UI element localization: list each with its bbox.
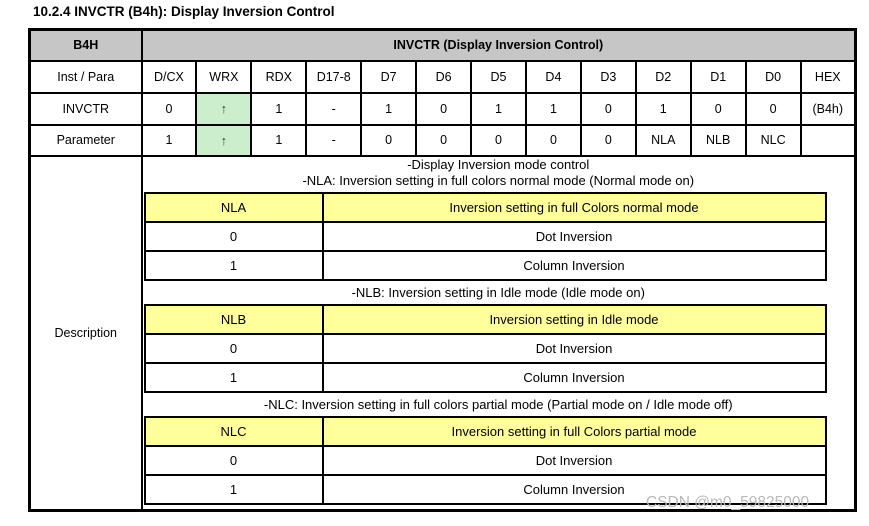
nlb-bit-name: NLB [145,305,323,334]
nlb-subtable [144,304,827,393]
bit-cell: 1 [251,93,306,125]
col-header-dcx: D/CX [142,61,197,93]
nlc-bit-name: NLC [145,417,323,446]
col-header-d5: D5 [471,61,526,93]
bit-cell-wrx-strobe [196,93,251,125]
bit-cell: - [306,125,361,156]
nlc-value-0: 0 [145,446,323,475]
invctr-row [30,93,856,125]
nlb-value-1-meaning: Column Inversion [323,363,826,392]
bit-cell: 1 [361,93,416,125]
description-line-nla: -NLA: Inversion setting in full colors normal mode (Normal mode on) [302,172,695,188]
description-label: Description [30,156,142,511]
table-row [145,334,826,363]
column-header-row [30,61,856,93]
columns-label: Inst / Para [30,61,142,93]
description-line-nlc: -NLC: Inversion setting in full colors partial mode (Partial mode on / Idle mode off) [263,396,733,412]
nlc-value-1-meaning: Column Inversion [323,475,826,504]
nla-value-1: 1 [145,251,323,280]
nlb-value-1: 1 [145,363,323,392]
nla-value-0: 0 [145,222,323,251]
col-header-d2: D2 [636,61,691,93]
nlb-subtable-header-row [145,305,826,334]
nlb-value-0-meaning: Dot Inversion [323,334,826,363]
nla-value-1-meaning: Column Inversion [323,251,826,280]
col-header-d6: D6 [416,61,471,93]
register-title: INVCTR (Display Inversion Control) [142,30,856,61]
bit-cell: 0 [142,93,197,125]
parameter-row [30,125,856,156]
register-header-row [30,30,856,61]
bit-cell: 1 [526,93,581,125]
bit-cell: 0 [581,93,636,125]
bit-cell: 1 [636,93,691,125]
col-header-d1: D1 [691,61,746,93]
hex-value: (B4h) [801,93,856,125]
bit-cell: 1 [251,125,306,156]
nlb-value-0: 0 [145,334,323,363]
col-header-d3: D3 [581,61,636,93]
nla-subtable-header-row [145,193,826,222]
nla-bit-name: NLA [145,193,323,222]
description-line-main: -Display Inversion mode control [407,156,590,172]
col-header-hex: HEX [801,61,856,93]
up-arrow-icon: ↑ [220,132,228,148]
nlc-value-0-meaning: Dot Inversion [323,446,826,475]
col-header-d17-8: D17-8 [306,61,361,93]
col-header-wrx: WRX [196,61,251,93]
table-row [145,222,826,251]
csdn-watermark: CSDN @m0_59825000 [646,494,810,511]
bit-cell: 0 [691,93,746,125]
page-title: 10.2.4 INVCTR (B4h): Display Inversion Control [33,4,335,19]
nlc-bit-description: Inversion setting in full Colors partial mode [323,417,826,446]
bit-cell: 0 [581,125,636,156]
bit-cell: 1 [471,93,526,125]
description-row [30,156,856,511]
nla-subtable [144,192,827,281]
bit-cell: 0 [746,93,801,125]
bit-cell: NLC [746,125,801,156]
bit-cell: - [306,93,361,125]
nlc-subtable [144,416,827,505]
register-table [28,28,857,512]
table-row [145,251,826,280]
hex-value-empty [801,125,856,156]
col-header-d4: D4 [526,61,581,93]
bit-cell: 1 [142,125,197,156]
nlb-bit-description: Inversion setting in Idle mode [323,305,826,334]
table-row [145,446,826,475]
bit-cell-wrx-strobe [196,125,251,156]
bit-cell: 0 [416,93,471,125]
col-header-rdx: RDX [251,61,306,93]
description-content [142,156,856,511]
bit-cell: 0 [361,125,416,156]
bit-cell: 0 [526,125,581,156]
up-arrow-icon: ↑ [220,101,228,116]
nlc-value-1: 1 [145,475,323,504]
register-code: B4H [30,30,142,61]
bit-cell: 0 [416,125,471,156]
nla-value-0-meaning: Dot Inversion [323,222,826,251]
bit-cell: 0 [471,125,526,156]
col-header-d7: D7 [361,61,416,93]
table-row [145,363,826,392]
nla-bit-description: Inversion setting in full Colors normal mode [323,193,826,222]
bit-cell: NLB [691,125,746,156]
nlc-subtable-header-row [145,417,826,446]
invctr-row-label: INVCTR [30,93,142,125]
bit-cell: NLA [636,125,691,156]
parameter-row-label: Parameter [30,125,142,156]
description-line-nlb: -NLB: Inversion setting in Idle mode (Idle mode on) [351,284,645,300]
col-header-d0: D0 [746,61,801,93]
